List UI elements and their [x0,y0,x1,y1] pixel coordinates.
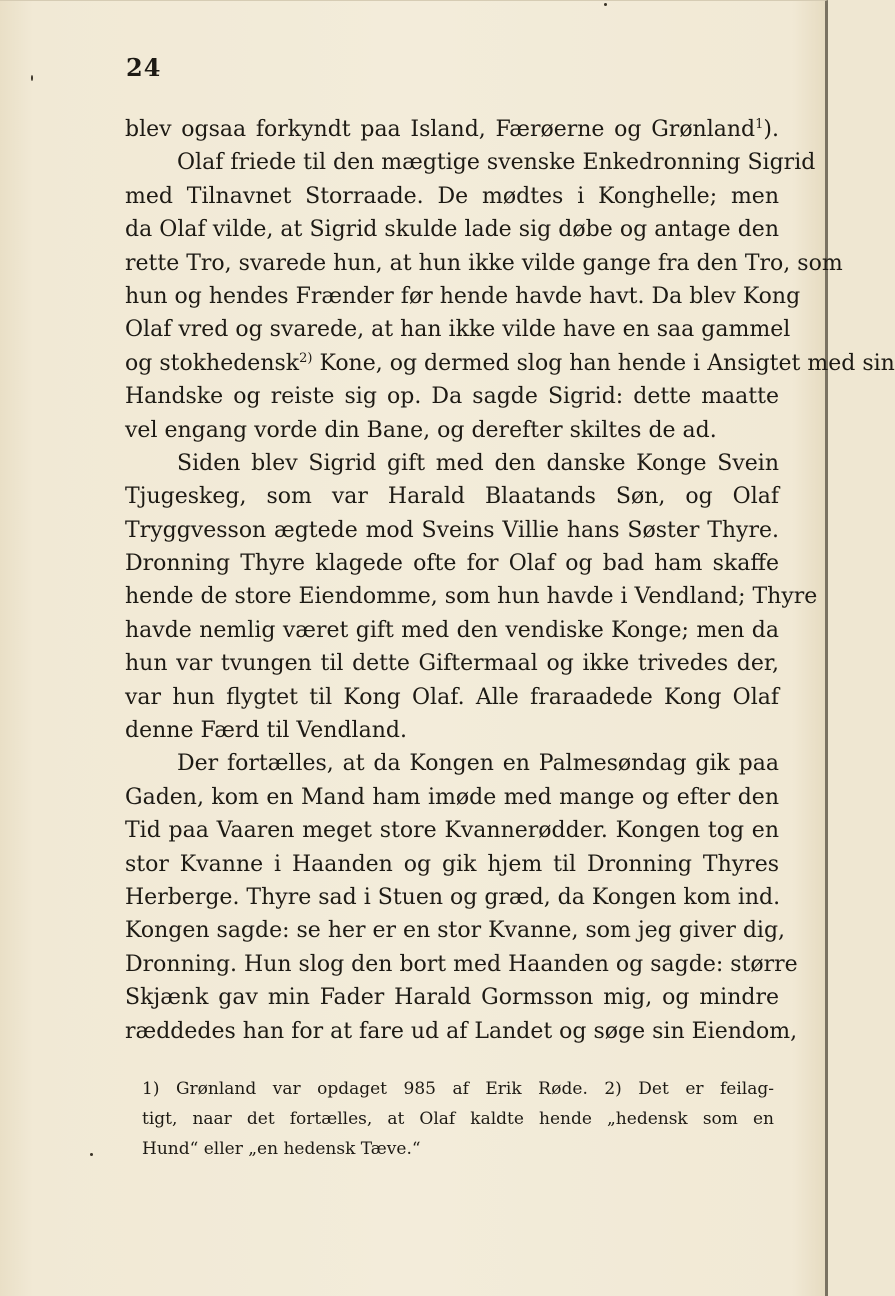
text-line: Herberge. Thyre sad i Stuen og græd, da Kongen kom ind. [125,884,781,910]
text-line: Tid paa Vaaren meget store Kvannerødder. Kongen tog en [125,818,779,844]
ink-speck [90,1153,93,1156]
text-line [125,113,779,146]
text-line: rette Tro, svarede hun, at hun ikke vilde gange fra den Tro, som [125,250,843,276]
text-line [125,347,895,380]
footnote-line: Hund“ eller „en hedensk Tæve.“ [142,1139,421,1159]
ink-speck [604,3,607,6]
text-line: Kongen sagde: se her er en stor Kvanne, som jeg giver dig, [125,918,786,944]
text-line: hun var tvungen til dette Giftermaal og ikke trivedes der, [125,651,779,677]
footnote-ref [299,351,312,366]
text-line: Tryggvesson ægtede mod Sveins Villie hans Søster Thyre. [125,517,779,543]
text-line: Skjænk gav min Fader Harald Gormsson mig, og mindre [125,985,779,1011]
text-line: havde nemlig været gift med den vendiske Konge; men da [125,617,779,643]
text-line: med Tilnavnet Storraade. De mødtes i Konghelle; men [125,183,779,209]
text-line: ræddedes han for at fare ud af Landet og søge sin Eiendom, [125,1018,798,1044]
text-line: Olaf friede til den mægtige svenske Enkedronning Sigrid [177,150,816,176]
text-line: var hun flygtet til Kong Olaf. Alle fraraadede Kong Olaf [125,684,779,710]
text-line: stor Kvanne i Haanden og gik hjem til Dronning Thyres [125,851,779,877]
text-line-content: blev ogsaa forkyndt paa Island, Færøerne og Grønland [125,117,756,142]
ink-speck [31,75,33,81]
text-line-content: Kone, og dermed slog han hende i Ansigtet med sin [319,350,895,376]
footnote-ref-paren: ) [307,350,313,366]
footnote-ref-number: 2 [299,350,308,366]
footnote-ref-suffix: ). [763,117,779,142]
footnote-2: 2) Det er feilag- [604,1079,774,1099]
text-line: Gaden, kom en Mand ham imøde med mange og efter den [125,784,779,810]
text-line: Siden blev Sigrid gift med den danske Konge Svein [177,450,779,476]
text-line: Der fortælles, at da Kongen en Palmesøndag gik paa [177,751,779,777]
footnote-ref: 1 [755,117,764,132]
footnote-line [142,1074,774,1104]
text-line: Tjugeskeg, som var Harald Blaatands Søn, og Olaf [125,484,779,510]
footnote-line: tigt, naar det fortælles, at Olaf kaldte hende „hedensk som en [142,1109,774,1129]
footnotes [142,1074,774,1164]
text-line: Handske og reiste sig op. Da sagde Sigrid: dette maatte [125,384,779,410]
text-line: Olaf vred og svarede, at han ikke vilde have en saa gammel [125,317,791,343]
text-line: denne Færd til Vendland. [125,718,407,744]
text-line: da Olaf vilde, at Sigrid skulde lade sig døbe og antage den [125,217,779,243]
text-line-content: og stokhedensk [125,350,300,376]
text-line: hende de store Eiendomme, som hun havde i Vendland; Thyre [125,584,818,610]
footnote-1: 1) Grønland var opdaget 985 af Erik Røde. [142,1079,588,1099]
text-line: hun og hendes Frænder før hende havde havt. Da blev Kong [125,283,801,309]
text-line: Dronning Thyre klagede ofte for Olaf og bad ham skaffe [125,551,779,577]
body-text [125,113,895,1048]
page-number: 24 [126,53,162,82]
text-line: vel engang vorde din Bane, og derefter skiltes de ad. [125,417,717,443]
text-line: Dronning. Hun slog den bort med Haanden og sagde: større [125,951,798,977]
